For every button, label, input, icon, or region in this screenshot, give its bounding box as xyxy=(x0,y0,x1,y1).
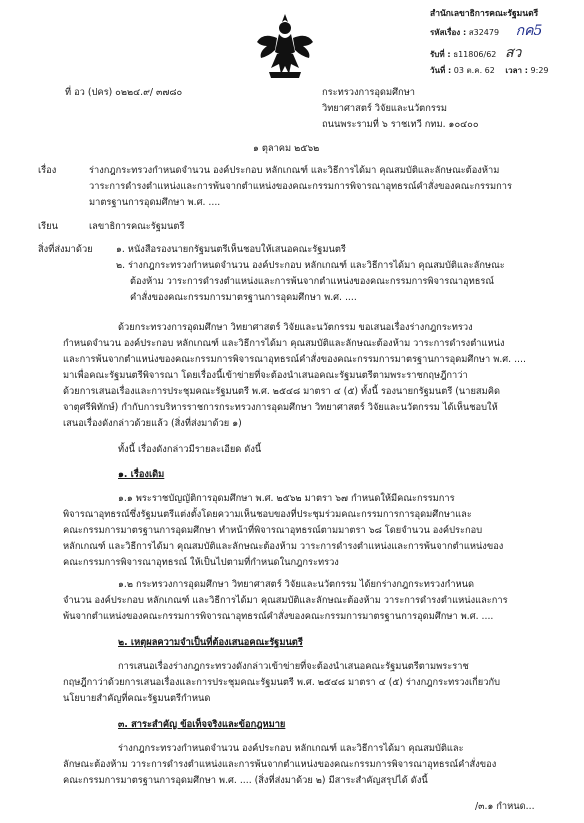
stamp-date-label: วันที่ : xyxy=(430,65,452,75)
stamp-code-value: ส32479 xyxy=(468,28,500,38)
enclosure-item-2-line-3: คำสั่งของคณะกรรมการมาตรฐานการอุดมศึกษา พ.ศ. .... xyxy=(130,292,357,303)
s2-line-2: กฤษฎีกาว่าด้วยการเสนอเรื่องและการประชุมคณะรัฐมนตรี พ.ศ. ๒๕๔๘ มาตรา ๔ (๕) ร่างกฎกระทรวงเกี่ยวกับ xyxy=(63,677,500,688)
stamp-code-row xyxy=(430,21,580,43)
s12-line-2: จำนวน องค์ประกอบ หลักเกณฑ์ และวิธีการได้มา คุณสมบัติและลักษณะต้องห้าม วาระการดำรงตำแหน่งและการ xyxy=(63,595,508,606)
intro-line-2: กำหนดจำนวน องค์ประกอบ หลักเกณฑ์ และวิธีการได้มา คุณสมบัติและลักษณะต้องห้าม วาระการดำรงตำแหน่ง xyxy=(63,338,505,349)
s3-line-3: คณะกรรมการมาตรฐานการอุดมศึกษา พ.ศ. .... (สิ่งที่ส่งมาด้วย ๒) มีสาระสำคัญสรุปได้ ดังนี้ xyxy=(63,775,428,786)
stamp-office: สำนักเลขาธิการคณะรัฐมนตรี xyxy=(430,9,539,19)
s12-line-3: พ้นจากตำแหน่งของคณะกรรมการพิจารณาอุทธรณ์คำสั่งของคณะกรรมการมาตรฐานการอุดมศึกษา พ.ศ. .... xyxy=(63,611,494,622)
intro-line-1: ด้วยกระทรวงการอุดมศึกษา วิทยาศาสตร์ วิจัยและนวัตกรรม ขอเสนอเรื่องร่างกฎกระทรวง xyxy=(118,322,473,333)
letter-date: ๑ ตุลาคม ๒๕๖๒ xyxy=(253,143,320,154)
stamp-date-row xyxy=(430,65,580,77)
enclosure-item-2-line-1: ๒. ร่างกฎกระทรวงกำหนดจำนวน องค์ประกอบ หลักเกณฑ์ และวิธีการได้มา คุณสมบัติและลักษณะ xyxy=(116,260,505,271)
s3-line-2: ลักษณะต้องห้าม วาระการดำรงตำแหน่งและการพ้นจากตำแหน่งของคณะกรรมการพิจารณาอุทธรณ์คำสั่งของ xyxy=(63,759,497,770)
s11-line-5: คณะกรรมการพิจารณาอุทธรณ์ ให้เป็นไปตามที่กำหนดในกฎกระทรวง xyxy=(63,557,339,568)
s11-line-4: หลักเกณฑ์ และวิธีการได้มา คุณสมบัติและลักษณะต้องห้าม วาระการดำรงตำแหน่งและการพ้นจากตำแหน่งของ xyxy=(63,541,504,552)
garuda-emblem-icon xyxy=(255,12,315,80)
stamp-recv-value: ธ11806/62 xyxy=(453,49,497,59)
stamp-recv-row xyxy=(430,43,580,65)
s2-line-3: นโยบายสำคัญที่คณะรัฐมนตรีกำหนด xyxy=(63,693,211,704)
subject-line-1: ร่างกฎกระทรวงกำหนดจำนวน องค์ประกอบ หลักเกณฑ์ และวิธีการได้มา คุณสมบัติและลักษณะต้องห้าม xyxy=(89,165,500,176)
enclosure-item-2-line-2: ต้องห้าม วาระการดำรงตำแหน่งและการพ้นจากตำแหน่งของคณะกรรมการพิจารณาอุทธรณ์ xyxy=(130,276,495,287)
to-label: เรียน xyxy=(38,221,58,232)
stamp-recv-label: รับที่ : xyxy=(430,49,451,59)
sender-line-3: ถนนพระรามที่ ๖ ราชเทวี กทม. ๑๐๔๐๐ xyxy=(322,119,479,130)
intro-line-5: ด้วยการเสนอเรื่องและการประชุมคณะรัฐมนตรี พ.ศ. ๒๕๔๘ มาตรา ๔ (๕) ทั้งนี้ รองนายกรัฐมนตรี (นายสมคิด xyxy=(63,386,500,397)
subject-line-2: วาระการดำรงตำแหน่งและการพ้นจากตำแหน่งของคณะกรรมการพิจารณาอุทธรณ์คำสั่งของคณะกรรมการ xyxy=(89,181,513,192)
enclosure-label: สิ่งที่ส่งมาด้วย xyxy=(38,244,93,255)
s11-line-2: พิจารณาอุทธรณ์ซึ่งรัฐมนตรีแต่งตั้งโดยความเห็นชอบของที่ประชุมร่วมคณะกรรมการการอุดมศึกษาและ xyxy=(63,509,472,520)
section-2-title-text: ๒. เหตุผลความจำเป็นที่ต้องเสนอคณะรัฐมนตรี xyxy=(118,637,303,648)
intro-line-6: จาตุศรีพิทักษ์) กำกับการบริหารราชการกระทรวงการอุดมศึกษา วิทยาศาสตร์ วิจัยและนวัตกรรม ได้เห็นชอบให้ xyxy=(63,402,498,413)
handwritten-initial: สว xyxy=(504,44,522,61)
receiving-stamp xyxy=(430,8,580,77)
subject-label: เรื่อง xyxy=(38,165,57,176)
section-1-title-text: ๑. เรื่องเดิม xyxy=(118,469,165,480)
to-value: เลขาธิการคณะรัฐมนตรี xyxy=(89,221,185,232)
section-2-title xyxy=(118,636,303,649)
intro-line-4: มาเพื่อคณะรัฐมนตรีพิจารณา โดยเรื่องนี้เข้าข่ายที่จะต้องนำเสนอคณะรัฐมนตรีตามพระราชกฤษฎีกาว่า xyxy=(63,370,468,381)
section-3-title-text: ๓. สาระสำคัญ ข้อเท็จจริงและข้อกฎหมาย xyxy=(118,719,286,730)
intro-line-7: เสนอเรื่องดังกล่าวด้วยแล้ว (สิ่งที่ส่งมาด้วย ๑) xyxy=(63,418,242,429)
section-3-title xyxy=(118,718,285,731)
stamp-time-value: 9:29 xyxy=(530,65,549,75)
s11-line-3: คณะกรรมการมาตรฐานการอุดมศึกษา ทำหน้าที่พิจารณาอุทธรณ์ตามมาตรา ๖๘ โดยจำนวน องค์ประกอบ xyxy=(63,525,483,536)
s11-line-1: ๑.๑ พระราชบัญญัติการอุดมศึกษา พ.ศ. ๒๕๖๒ มาตรา ๖๗ กำหนดให้มีคณะกรรมการ xyxy=(118,493,455,504)
enclosure-item-1: ๑. หนังสือรองนายกรัฐมนตรีเห็นชอบให้เสนอคณะรัฐมนตรี xyxy=(116,244,346,255)
stamp-code-label: รหัสเรื่อง : xyxy=(430,28,467,38)
continuation-marker: /๓.๑ กำหนด... xyxy=(475,801,535,812)
subject-line-3: มาตรฐานการอุดมศึกษา พ.ศ. .... xyxy=(89,197,221,208)
detail-intro: ทั้งนี้ เรื่องดังกล่าวมีรายละเอียด ดังนี้ xyxy=(118,444,262,455)
stamp-date-value: 03 ต.ค. 62 xyxy=(453,65,495,75)
s3-line-1: ร่างกฎกระทรวงกำหนดจำนวน องค์ประกอบ หลักเกณฑ์ และวิธีการได้มา คุณสมบัติและ xyxy=(118,743,464,754)
stamp-time-label: เวลา : xyxy=(505,65,528,75)
reference-number: ที่ อว (ปคร) ๐๒๒๔.๙/ ๓๗๘๐ xyxy=(65,87,183,98)
section-1-title xyxy=(118,468,164,481)
sender-line-2: วิทยาศาสตร์ วิจัยและนวัตกรรม xyxy=(322,103,447,114)
intro-line-3: และการพ้นจากตำแหน่งของคณะกรรมการพิจารณาอุทธรณ์คำสั่งของคณะกรรมการมาตรฐานการอุดมศึกษา พ.ศ. .... xyxy=(63,354,526,365)
sender-line-1: กระทรวงการอุดมศึกษา xyxy=(322,87,415,98)
handwritten-mark: กค5 xyxy=(515,23,543,40)
s12-line-1: ๑.๒ กระทรวงการอุดมศึกษา วิทยาศาสตร์ วิจัยและนวัตกรรม ได้ยกร่างกฎกระทรวงกำหนด xyxy=(118,579,475,590)
s2-line-1: การเสนอเรื่องร่างกฎกระทรวงดังกล่าวเข้าข่ายที่จะต้องนำเสนอคณะรัฐมนตรีตามพระราช xyxy=(118,661,469,672)
